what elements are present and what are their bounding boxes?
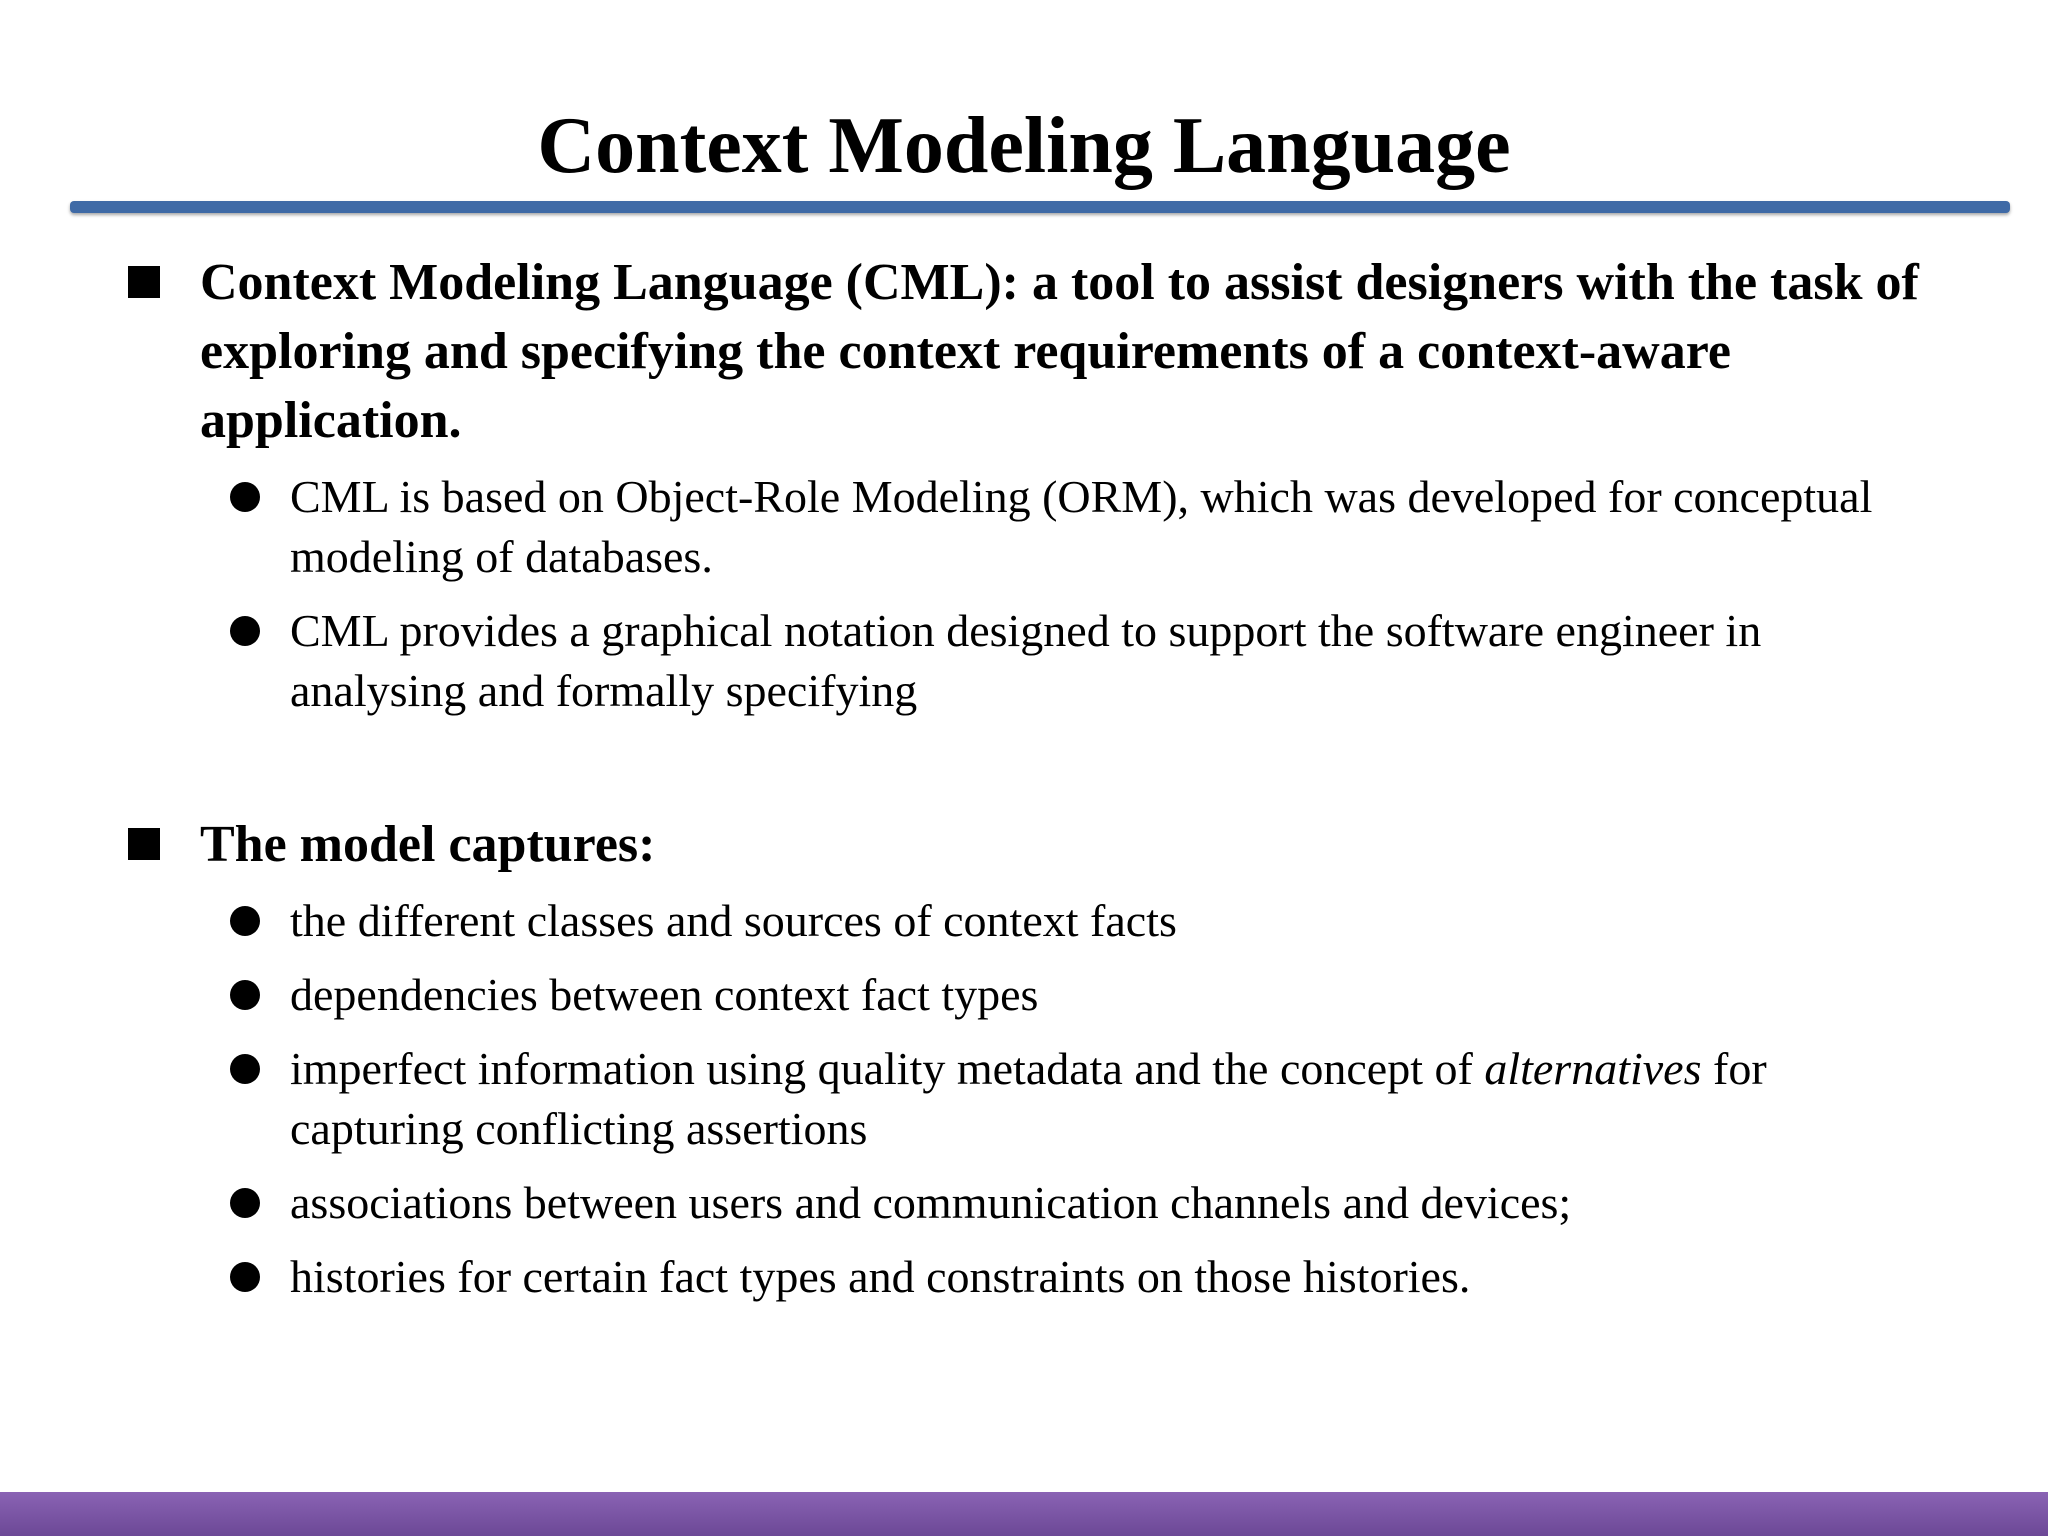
bullet-cml-definition: Context Modeling Language (CML): a tool to assist designers with the task of exploring and specifying the context requirements of a context-aware application. bbox=[200, 254, 1919, 449]
sub-bullet-imperfect-information bbox=[290, 1039, 1900, 1159]
sub-bullet-classes-sources: the different classes and sources of context facts bbox=[290, 895, 1177, 946]
slide-title: Context Modeling Language bbox=[537, 102, 1511, 190]
round-bullet-icon bbox=[230, 482, 260, 512]
sub-bullet-dependencies: dependencies between context fact types bbox=[290, 969, 1039, 1020]
footer-bar bbox=[0, 1492, 2048, 1536]
round-bullet-icon bbox=[230, 1188, 260, 1218]
alternatives-emphasis: alternatives bbox=[1484, 1043, 1702, 1094]
sub-bullet-orm-basis: CML is based on Object-Role Modeling (ORM), which was developed for conceptual modeling of databases. bbox=[290, 471, 1873, 582]
sub-bullet-associations: associations between users and communication channels and devices; bbox=[290, 1177, 1572, 1228]
round-bullet-icon bbox=[230, 616, 260, 646]
imperfect-information-text: imperfect information using quality metadata and the concept of bbox=[290, 1043, 1485, 1094]
conflicting-assertions-text: for capturing conflicting assertions bbox=[290, 1043, 1767, 1154]
square-bullet-icon bbox=[128, 828, 160, 860]
bullet-model-captures: The model captures: bbox=[200, 816, 656, 873]
round-bullet-icon bbox=[230, 1262, 260, 1292]
round-bullet-icon bbox=[230, 980, 260, 1010]
round-bullet-icon bbox=[230, 906, 260, 936]
title-divider bbox=[70, 201, 2010, 213]
sub-bullet-histories: histories for certain fact types and constraints on those histories. bbox=[290, 1251, 1471, 1302]
square-bullet-icon bbox=[128, 266, 160, 298]
sub-bullet-graphical-notation: CML provides a graphical notation designed to support the software engineer in analysing and formally specifying bbox=[290, 605, 1762, 716]
round-bullet-icon bbox=[230, 1054, 260, 1084]
